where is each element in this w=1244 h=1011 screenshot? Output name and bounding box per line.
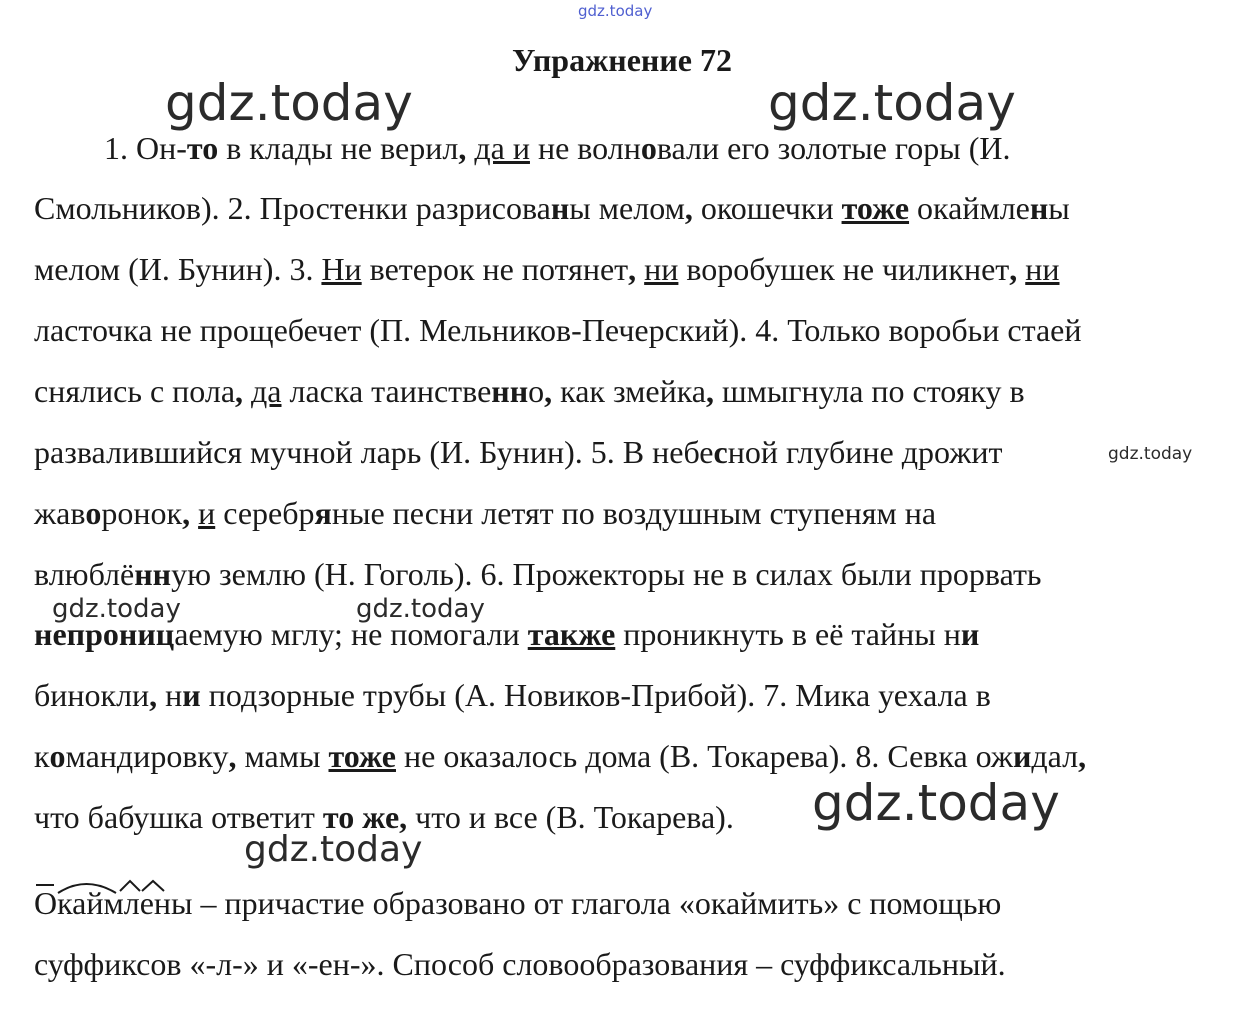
letter-mark: нн (491, 373, 529, 409)
text-line-12 (34, 797, 734, 837)
conjunction-i: и (198, 495, 216, 531)
letter-mark: с (713, 434, 728, 470)
text-segment: подзорные трубы (А. Новиков-Прибой). 7. Мика уехала в (200, 677, 991, 713)
watermark-top: gdz.today (578, 2, 653, 20)
text-segment: что и все (В. Токарева). (407, 799, 734, 835)
text-segment: вали его золотые горы (И. (656, 130, 1011, 166)
text-segment: дал (1031, 738, 1079, 774)
comma-mark: , (235, 373, 244, 409)
text-segment: ветерок не потянет (361, 251, 629, 287)
text-line-1 (104, 128, 1011, 168)
conjunction-da-i: да и (474, 130, 530, 166)
letter-mark: и (1012, 738, 1032, 774)
watermark-mid-left: gdz.today (52, 594, 181, 624)
space (636, 251, 644, 287)
conjunction-da: да (251, 373, 282, 409)
text-line-3 (34, 249, 1060, 289)
text-segment: ую землю (Н. Гоголь). 6. Прожекторы не в силах были прорвать (171, 556, 1042, 592)
text-segment: серебр (215, 495, 315, 531)
text-segment: окаймле (909, 190, 1030, 226)
text-line-9 (34, 614, 979, 654)
comma-mark: , (182, 495, 191, 531)
letter-mark: н (1029, 190, 1049, 226)
watermark-mid-center: gdz.today (356, 594, 485, 624)
conjunction-tozhe: тоже (841, 190, 910, 226)
text-line-6 (34, 432, 1002, 472)
comma-mark: , (1009, 251, 1018, 287)
text-line-4 (34, 310, 1081, 350)
text-segment: развалившийся мучной ларь (И. Бунин). 5. В небе (34, 434, 714, 470)
text-segment: ные песни летят по воздушным ступеням на (331, 495, 937, 531)
text-segment: ронок (101, 495, 183, 531)
text-segment: мелом (И. Бунин). 3. (34, 251, 322, 287)
watermark-small-right: gdz.today (1108, 444, 1193, 464)
space (190, 495, 198, 531)
text-segment: о (528, 373, 545, 409)
text-segment: н (157, 677, 183, 713)
morpheme-prefix: О (34, 885, 58, 921)
morphemic-word (34, 883, 193, 923)
text-line-5 (34, 371, 1025, 411)
text-segment: не волн (529, 130, 641, 166)
text-segment: ы (1048, 190, 1070, 226)
particle-to: то (186, 130, 219, 166)
text-segment: 1. Он- (104, 130, 187, 166)
conjunction-takzhe: также (527, 616, 616, 652)
text-line-2 (34, 188, 1070, 228)
text-segment: мамы (236, 738, 329, 774)
text-segment: бинокли (34, 677, 150, 713)
comma-mark: , (628, 251, 637, 287)
letter-mark: н (550, 190, 570, 226)
text-segment: – причастие образовано от глагола «окаймить» с помощью (192, 885, 1002, 921)
conjunction-tozhe: тоже (328, 738, 396, 774)
text-segment: проникнуть в её тайны н (615, 616, 961, 652)
text-segment: ласточка не прощебечет (П. Мельников-Печерский). 4. Только воробьи стаей (34, 312, 1082, 348)
watermark-large-bottom: gdz.today (812, 774, 1060, 832)
comma-mark: , (149, 677, 158, 713)
letter-mark: нн (134, 556, 172, 592)
text-line-11 (34, 736, 1086, 776)
comma-mark: , (399, 799, 408, 835)
letter-mark: о (640, 130, 657, 166)
morpheme-ending: ы (171, 885, 193, 921)
morphemic-analysis-line (34, 883, 1001, 923)
text-segment: к (34, 738, 50, 774)
text-segment: Смольников). 2. Простенки разрисова (34, 190, 551, 226)
text-segment: влюблё (34, 556, 135, 592)
text-segment: как змейка (552, 373, 706, 409)
conjunction-ni: ни (1025, 251, 1060, 287)
text-segment: что бабушка ответит (34, 799, 323, 835)
watermark-large-left: gdz.today (165, 74, 413, 132)
pronoun-to-zhe: то же (322, 799, 400, 835)
letter-mark: ц (155, 616, 175, 652)
comma-mark: , (684, 190, 693, 226)
letter-mark: о (49, 738, 66, 774)
comma-mark: , (458, 130, 467, 166)
comma-mark: , (706, 373, 714, 409)
text-segment: в клады не верил (218, 130, 459, 166)
letter-mark: о (85, 495, 102, 531)
morpheme-suffix-en: ен (139, 885, 172, 921)
letter-mark: и (960, 616, 980, 652)
text-segment: воробушек не чиликнет (678, 251, 1010, 287)
watermark-large-right: gdz.today (768, 74, 1016, 132)
conjunction-ni: Ни (321, 251, 362, 287)
text-segment: мандировку (65, 738, 229, 774)
text-segment: снялись с пола (34, 373, 236, 409)
text-segment: ы мелом (569, 190, 685, 226)
morpheme-root: кайм (57, 885, 124, 921)
text-segment: не оказалось дома (В. Токарева). 8. Севка ож (395, 738, 1013, 774)
watermark-mid-bottom: gdz.today (244, 829, 423, 870)
text-line-10 (34, 675, 991, 715)
morpheme-suffix-l: л (123, 885, 140, 921)
exercise-title: Упражнение 72 (511, 42, 732, 78)
text-segment: шмыгнула по стояку в (714, 373, 1025, 409)
text-segment: аемую мглу; не помогали (174, 616, 528, 652)
prefix-mark: непрони (34, 616, 156, 652)
text-line-8 (34, 554, 1042, 594)
space (243, 373, 251, 409)
comma-mark: , (1078, 738, 1087, 774)
text-segment: окошечки (692, 190, 842, 226)
conclusion-line: суффиксов «-л-» и «-ен-». Способ словообразования – суффиксальный. (34, 946, 1006, 982)
comma-mark: , (544, 373, 553, 409)
text-segment: жав (34, 495, 86, 531)
letter-mark: и (182, 677, 201, 713)
comma-mark: , (228, 738, 237, 774)
text-line-7 (34, 493, 936, 533)
text-segment: ласка таинстве (281, 373, 492, 409)
text-segment: ной глубине дрожит (727, 434, 1003, 470)
letter-mark: я (314, 495, 332, 531)
conjunction-ni: ни (644, 251, 679, 287)
